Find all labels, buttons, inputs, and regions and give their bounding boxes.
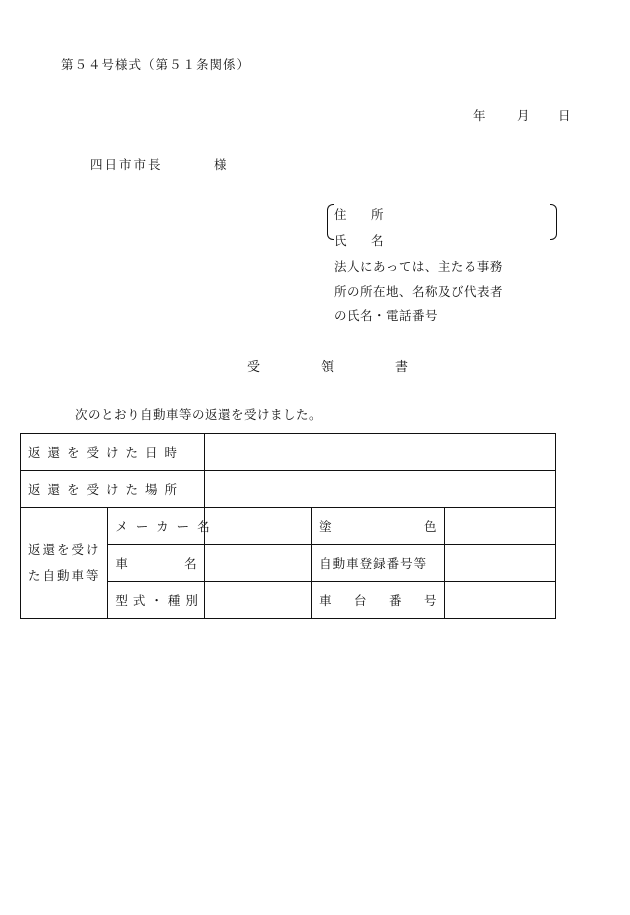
type-field[interactable] bbox=[204, 582, 311, 619]
chassis-label bbox=[312, 582, 444, 619]
maker-text: メーカー名 bbox=[115, 519, 218, 534]
table-row bbox=[21, 471, 556, 508]
corporate-note-line-2: 所の所在地、名称及び代表者 bbox=[334, 284, 504, 299]
color-char-2: 色 bbox=[424, 519, 437, 534]
table-row bbox=[21, 508, 556, 545]
address-label-2: 所 bbox=[371, 207, 384, 222]
chassis-char-4: 号 bbox=[424, 593, 437, 608]
car-name-label bbox=[108, 545, 204, 582]
name-label-1: 氏 bbox=[334, 233, 347, 248]
form-number: 第５４号様式（第５１条関係） bbox=[61, 57, 251, 72]
vehicle-group-label bbox=[21, 508, 108, 619]
date-year-label: 年 bbox=[473, 108, 486, 123]
document-title-char-3: 書 bbox=[395, 360, 409, 375]
color-char-1: 塗 bbox=[319, 519, 332, 534]
date-day-label: 日 bbox=[558, 108, 571, 123]
returned-datetime-text: 返還を受けた日時 bbox=[28, 445, 185, 460]
registration-label bbox=[312, 545, 444, 582]
chassis-char-3: 番 bbox=[389, 593, 402, 608]
returned-datetime-field[interactable] bbox=[204, 434, 555, 471]
receipt-table bbox=[20, 433, 556, 619]
corporate-note-line-3: の氏名・電話番号 bbox=[334, 308, 439, 323]
returned-place-text: 返還を受けた場所 bbox=[28, 482, 185, 497]
addressee-name: 四日市市長 bbox=[90, 157, 163, 172]
document-title-char-2: 領 bbox=[321, 360, 335, 375]
address-label-1: 住 bbox=[334, 207, 347, 222]
addressee-suffix: 様 bbox=[214, 157, 227, 172]
table-row bbox=[21, 434, 556, 471]
car-name-char-2: 名 bbox=[184, 556, 197, 571]
left-bracket bbox=[327, 204, 334, 240]
corporate-note-line-1: 法人にあっては、主たる事務 bbox=[334, 259, 503, 274]
chassis-field[interactable] bbox=[444, 582, 555, 619]
chassis-char-1: 車 bbox=[319, 593, 332, 608]
applicant-bracket bbox=[327, 204, 557, 240]
type-text: 型式・種別 bbox=[115, 593, 203, 608]
date-month-label: 月 bbox=[517, 108, 530, 123]
returned-place-field[interactable] bbox=[204, 471, 555, 508]
intro-text: 次のとおり自動車等の返還を受けました。 bbox=[75, 407, 323, 422]
returned-datetime-label bbox=[21, 434, 205, 471]
car-name-field[interactable] bbox=[204, 545, 311, 582]
maker-label bbox=[108, 508, 218, 545]
name-label-2: 名 bbox=[371, 233, 384, 248]
color-label bbox=[312, 508, 444, 545]
document-title-char-1: 受 bbox=[247, 360, 261, 375]
maker-field[interactable] bbox=[204, 508, 311, 545]
registration-field[interactable] bbox=[444, 545, 555, 582]
registration-text: 自動車登録番号等 bbox=[319, 556, 428, 571]
vehicle-group-line-1: 返還を受け bbox=[28, 542, 101, 557]
color-field[interactable] bbox=[444, 508, 555, 545]
chassis-char-2: 台 bbox=[354, 593, 367, 608]
returned-place-label bbox=[21, 471, 205, 508]
right-bracket bbox=[550, 204, 557, 240]
vehicle-group-line-2: た自動車等 bbox=[28, 568, 101, 583]
type-label bbox=[108, 582, 204, 619]
car-name-char-1: 車 bbox=[115, 556, 128, 571]
